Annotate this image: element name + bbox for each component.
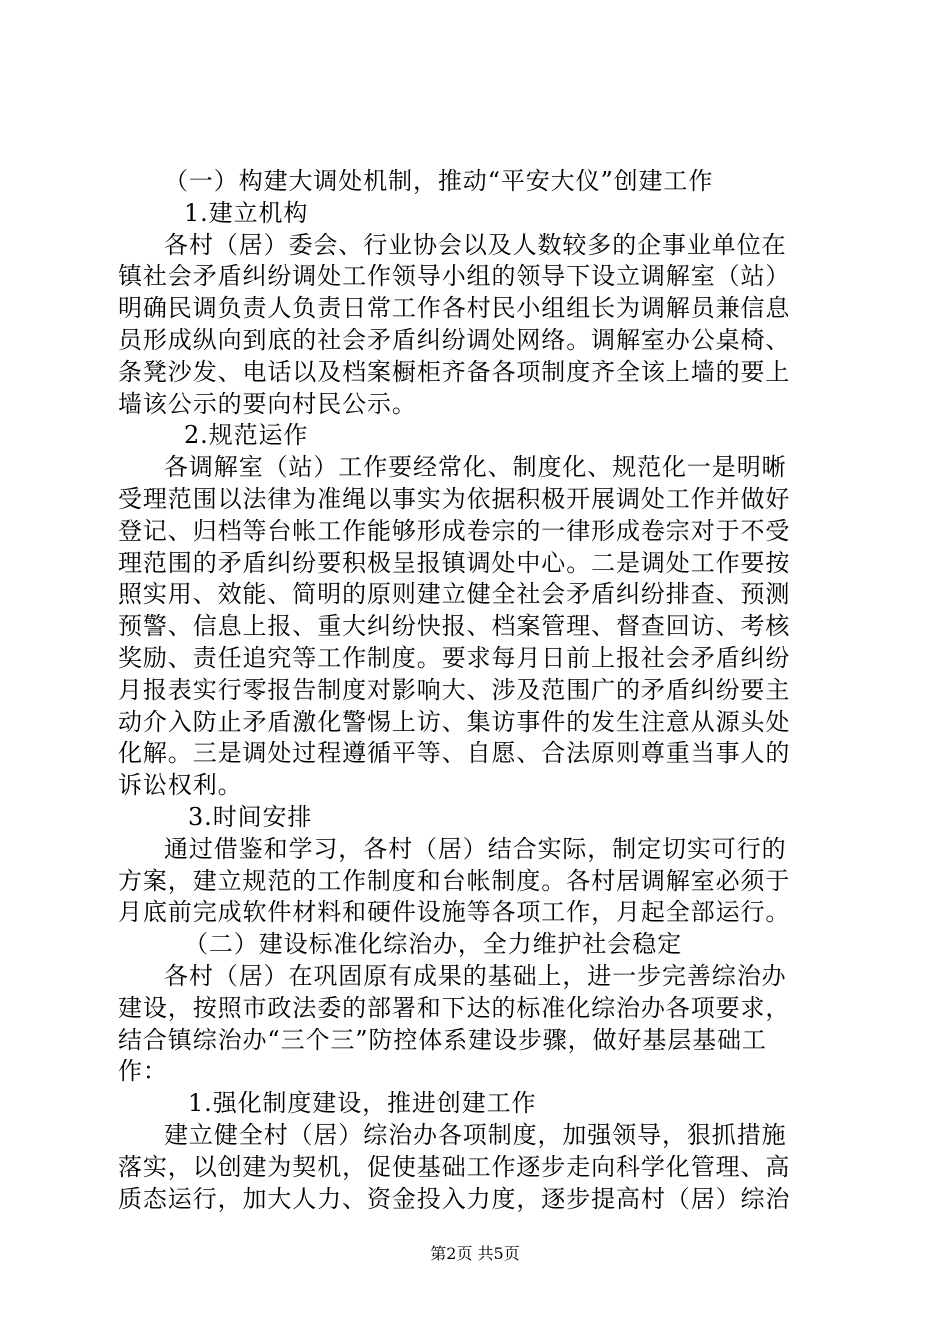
paragraph-line: 方案，建立规范的工作制度和台帐制度。各村居调解室必须于 xyxy=(118,866,791,895)
paragraph-line: 墙该公示的要向村民公示。 xyxy=(118,389,417,418)
paragraph-line: 动介入防止矛盾激化警惕上访、集访事件的发生注意从源头处 xyxy=(118,707,791,736)
paragraph-line: 落实，以创建为契机，促使基础工作逐步走向科学化管理、高 xyxy=(118,1152,791,1181)
paragraph-line: 化解。三是调处过程遵循平等、自愿、合法原则尊重当事人的 xyxy=(118,739,791,768)
paragraph-line: 质态运行，加大人力、资金投入力度，逐步提高村（居）综治 xyxy=(118,1184,791,1213)
paragraph-line: 月报表实行零报告制度对影响大、涉及范围广的矛盾纠纷要主 xyxy=(118,675,791,704)
paragraph-line: 镇社会矛盾纠纷调处工作领导小组的领导下设立调解室（站） xyxy=(118,262,791,291)
subheading: 1.强化制度建设，推进创建工作 xyxy=(188,1089,537,1118)
paragraph-line: 条凳沙发、电话以及档案橱柜齐备各项制度齐全该上墙的要上 xyxy=(118,357,791,386)
subheading: 1.建立机构 xyxy=(184,198,309,227)
paragraph-line: 作： xyxy=(118,1057,168,1086)
paragraph-line: 诉讼权利。 xyxy=(118,771,243,800)
paragraph-line: 理范围的矛盾纠纷要积极呈报镇调处中心。二是调处工作要按 xyxy=(118,548,791,577)
paragraph-line: 结合镇综治办“三个三”防控体系建设步骤，做好基层基础工 xyxy=(118,1025,767,1054)
paragraph-line: 预警、信息上报、重大纠纷快报、档案管理、督查回访、考核 xyxy=(118,612,791,641)
subheading: 3.时间安排 xyxy=(188,802,313,831)
paragraph-line: 月底前完成软件材料和硬件设施等各项工作，月起全部运行。 xyxy=(118,898,791,927)
paragraph-line: 各村（居）在巩固原有成果的基础上，进一步完善综治办 xyxy=(164,961,787,990)
section-heading-2: （二）建设标准化综治办，全力维护社会稳定 xyxy=(184,930,682,959)
paragraph-line: 登记、归档等台帐工作能够形成卷宗的一律形成卷宗对于不受 xyxy=(118,516,791,545)
section-heading-1: （一）构建大调处机制，推动“平安大仪”创建工作 xyxy=(164,167,714,195)
paragraph-line: 通过借鉴和学习，各村（居）结合实际，制定切实可行的 xyxy=(164,834,787,863)
paragraph-line: 建立健全村（居）综治办各项制度，加强领导，狠抓措施 xyxy=(164,1120,787,1149)
paragraph-line: 奖励、责任追究等工作制度。要求每月日前上报社会矛盾纠纷 xyxy=(118,643,791,672)
paragraph-line: 各村（居）委会、行业协会以及人数较多的企事业单位在 xyxy=(164,230,787,259)
paragraph-line: 照实用、效能、简明的原则建立健全社会矛盾纠纷排查、预测 xyxy=(118,580,791,609)
page-number-footer: 第2页 共5页 xyxy=(430,1244,520,1263)
document-body xyxy=(118,166,832,1215)
paragraph-line: 员形成纵向到底的社会矛盾纠纷调处网络。调解室办公桌椅、 xyxy=(118,325,791,354)
paragraph-line: 各调解室（站）工作要经常化、制度化、规范化一是明晰 xyxy=(164,453,787,482)
paragraph-line: 明确民调负责人负责日常工作各村民小组组长为调解员兼信息 xyxy=(118,294,791,323)
paragraph-line: 建设，按照市政法委的部署和下达的标准化综治办各项要求， xyxy=(118,993,791,1022)
subheading: 2.规范运作 xyxy=(184,421,309,450)
paragraph-line: 受理范围以法律为准绳以事实为依据积极开展调处工作并做好 xyxy=(118,484,791,513)
